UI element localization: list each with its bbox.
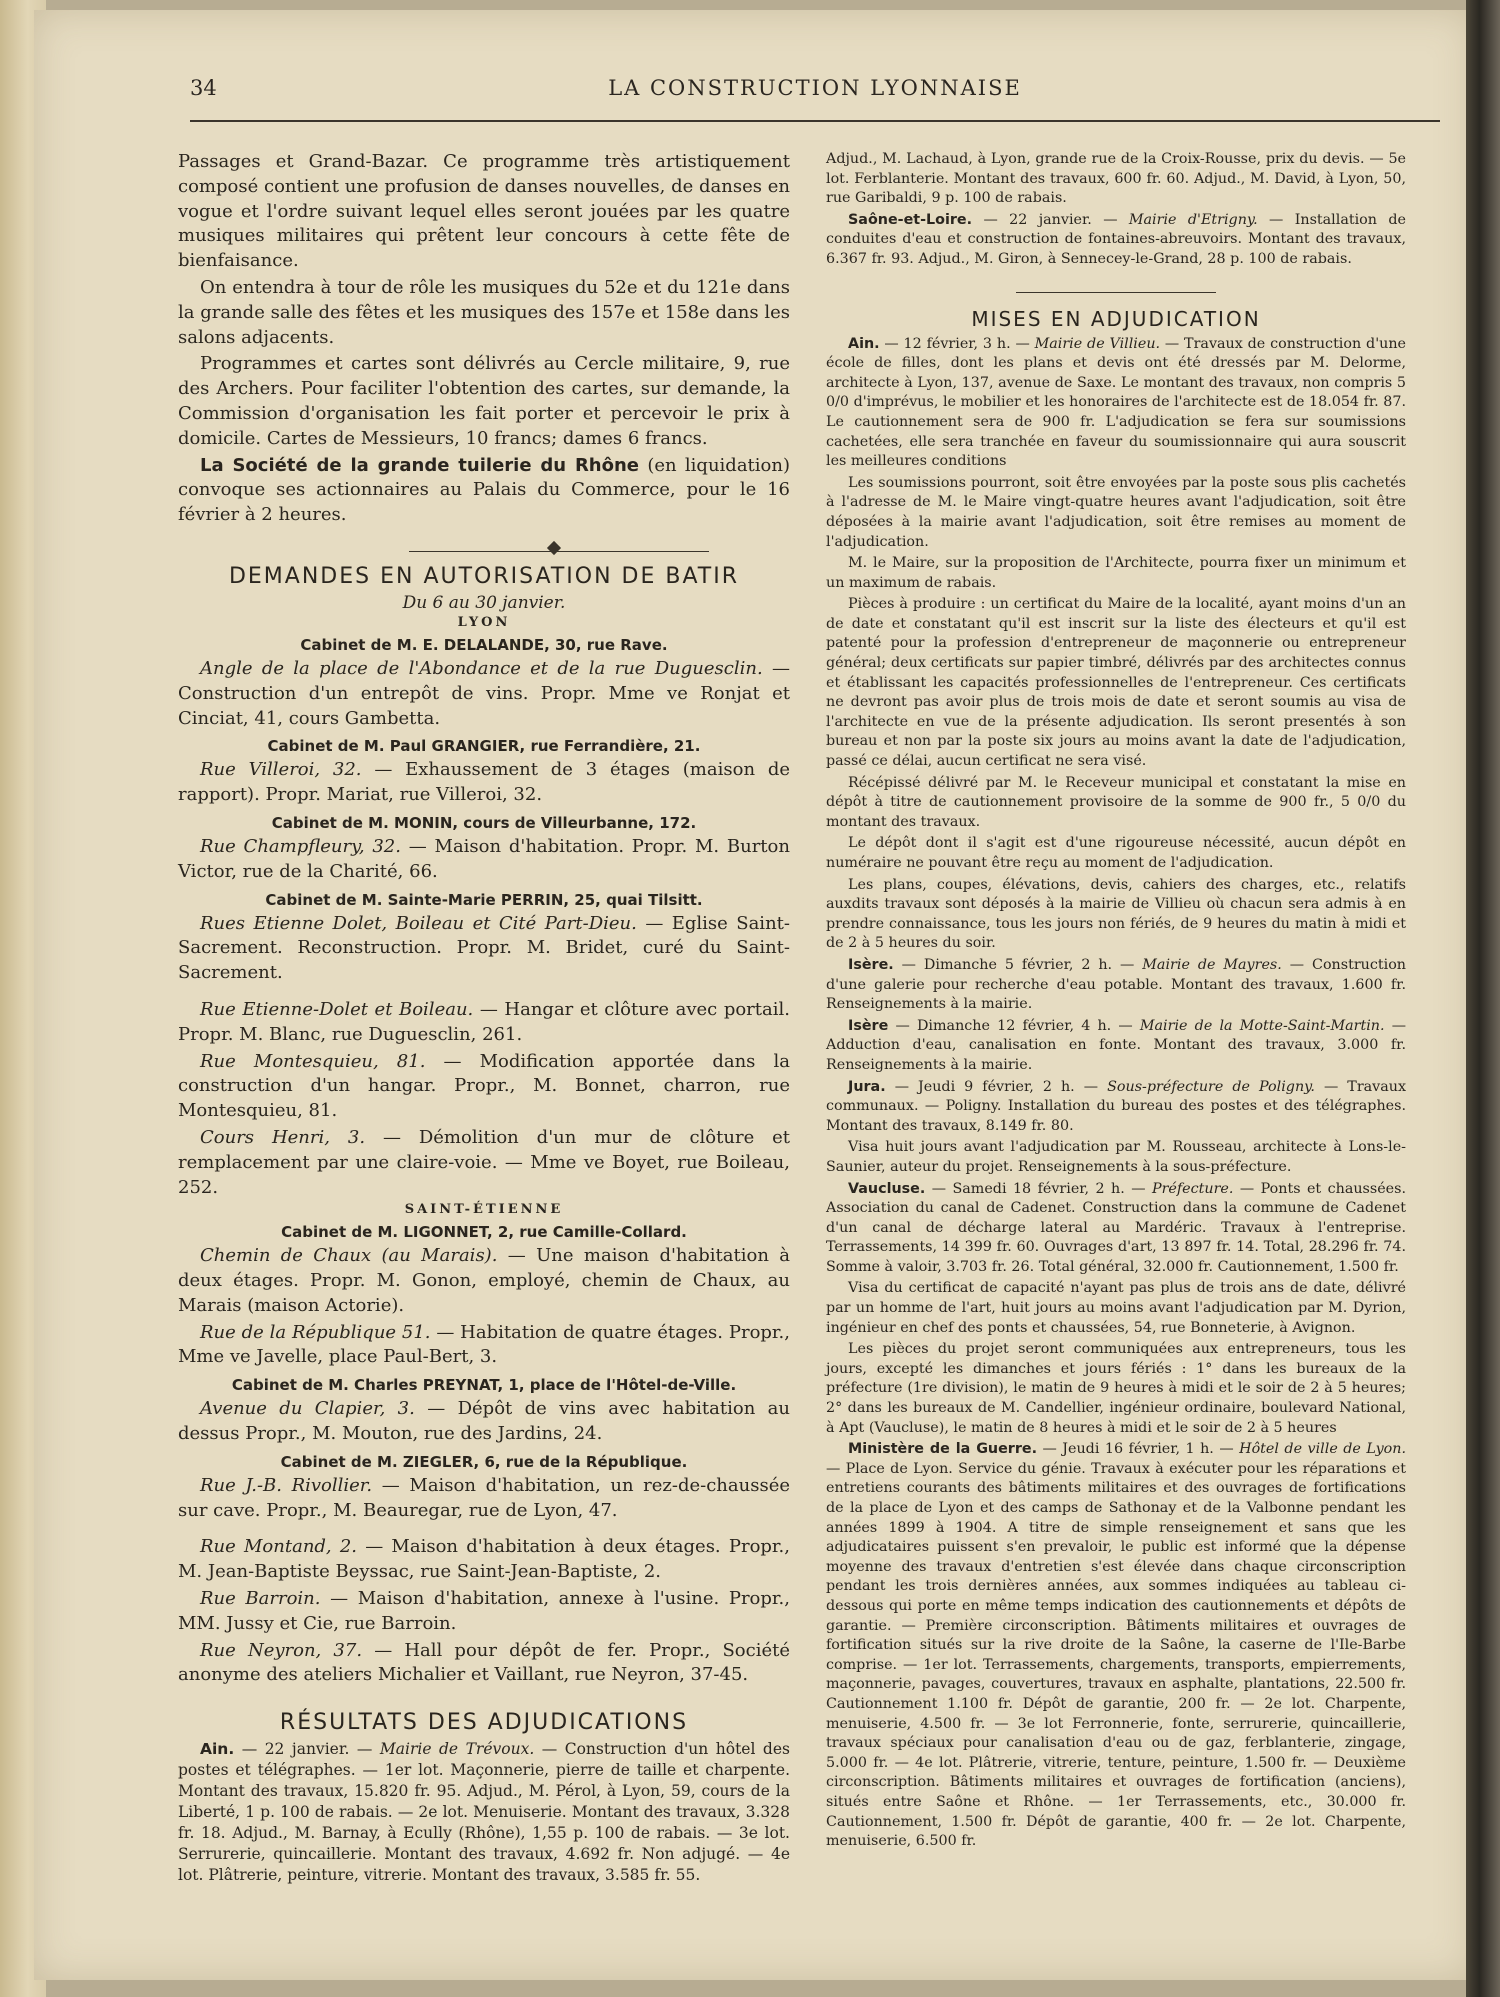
entry-text: — Modification apportée dans la construction d'un hangar. Propr., M. Bonnet, charron, rue Montesquieu, 81. [178,1050,790,1122]
entry-text: — Place de Lyon. Service du génie. Travaux à exécuter pour les réparations et entretiens courants des bâtiments militaires et des ouvrages de fortifications de la place de Lyon et des camps de Sathonay et de la Valbonne pendant les années 1899 à 1904. A titre de simple renseignement et sans que les adjudicataires puissent s'en prevaloir, le public est informé que la dépense moyenne des travaux d'entretien s'est élevée dans chaque circonscription pendant les trois dernières années, aux sommes indiquées au tableau ci-dessous qui porte en même temps indication des cautionnements et dépôts de garantie. — Première circonscription. Bâtiments militaires et ouvrages de fortification situés sur la rive droite de la Saône, la caserne de l'Ile-Barbe comprise. — 1er lot. Terrassements, chargements, transports, empierrements, maçonnerie, pavages, couvertures, travaux en asphalte, plantations, 22.500 fr. Cautionnement 1.100 fr. Dépôt de garantie, 200 fr. — 2e lot. Charpente, menuiserie, 4.500 fr. — 3e lot Ferronnerie, fonte, serrurerie, quincaillerie, travaux spéciaux pour canalisation d'eau ou de gaz, ferblanterie, zingage, 5.000 fr. — 4e lot. Plâtrerie, vitrerie, tenture, peinture, 1.500 fr. — Deuxième circonscription. Bâtiments militaires et ouvrages de fortification (anciens), situés entre Saône et Rhône. — 1er Terrassements, etc., 30.000 fr. Cautionnement, 1.500 fr. Dépôt de garantie, 400 fr. — 2e lot. Charpente, menuiserie, 6.500 fr. [826,1460,1406,1850]
right-column [826,150,1406,1854]
street-name: Rue de la République 51. [200,1321,431,1343]
street-name: Rue Montesquieu, 81. [200,1050,426,1072]
list-item [178,1739,790,1886]
cabinet-heading: Cabinet de M. LIGONNET, 2, rue Camille-Collard. [281,1223,687,1242]
entry-text: — Dimanche 5 février, 2 h. — [901,956,1135,973]
street-name: Chemin de Chaux (au Marais). [200,1245,498,1267]
entry-text: — 12 février, 3 h. — [884,335,1030,352]
street-name: Rue Neyron, 37. [200,1639,363,1661]
list-item [178,1321,790,1371]
region-name: Isère. [848,956,894,973]
entry-text: — Construction d'un hôtel des postes et télégraphes. — 1er lot. Maçonnerie, pierre de taille et charpente. Montant des travaux, 15.820 fr. 95. Adjud., M. Pérol, à Lyon, 59, cours de la Liberté, 1 p. 100 de rabais. — 2e lot. Menuiserie. Montant des travaux, 3.328 fr. 18. Adjud., M. Barnay, à Ecully (Rhône), 1,55 p. 100 de rabais. — 3e lot. Serrurerie, quincaillerie. Montant des travaux, 4.692 fr. Non adjugé. — 4e lot. Plâtrerie, peinture, vitrerie. Montant des travaux, 3.585 fr. 55. [178,1740,790,1885]
list-item [178,1126,790,1200]
section-title: DEMANDES EN AUTORISATION DE BATIR [228,563,740,589]
entry-text: — Maison d'habitation. Propr. M. Burton Victor, rue de la Charité, 66. [178,835,790,882]
paragraph: On entendra à tour de rôle les musiques du 52e et du 121e dans la grande salle des fêtes et les musiques des 157e et 158e dans les salons adjacents. [178,276,790,348]
page-number: 34 [190,76,217,100]
paragraph: Les soumissions pourront, soit être envoyées par la poste sous plis cachetés à l'adresse de M. le Maire vingt-quatre heures avant l'adjudication, soit être déposées à la mairie avant l'adjudication, soit être remises au moment de l'adjudication. [826,474,1406,550]
entry-text: — Travaux communaux. — Poligny. Installation du bureau des postes et des télégraphes. Montant des travaux, 8.149 fr. 80. [826,1078,1407,1134]
street-name: Cours Henri, 3. [200,1126,366,1148]
list-item [826,211,1406,270]
entry-text: — Eglise Saint-Sacrement. Reconstruction. Propr. M. Bridet, curé du Saint-Sacrement. [178,912,790,984]
list-item [178,835,790,885]
street-name: Rue Champfleury, 32. [200,835,401,857]
cabinet-heading: Cabinet de M. Sainte-Marie PERRIN, 25, quai Tilsitt. [265,890,703,909]
list-item [826,1180,1406,1278]
paragraph: Passages et Grand-Bazar. Ce programme très artistiquement composé contient une profusion de danses nouvelles, de danses en vogue et l'ordre suivant lequel elles seront jouées par les quatre musiques militaires qui prêtent leur concours à cette fête de bienfaisance. [178,151,790,272]
street-name: Rue Etienne-Dolet et Boileau. [200,998,474,1020]
cabinet-heading: Cabinet de M. E. DELALANDE, 30, rue Rave. [300,635,668,654]
header-rule [190,120,1440,122]
city-heading: SAINT-ÉTIENNE [404,1202,564,1218]
list-item [178,1474,790,1524]
entry-text: — Samedi 18 février, 2 h. — [931,1180,1146,1197]
list-item [826,956,1406,1015]
entry-text: — Exhaussement de 3 étages (maison de rapport). Propr. Mariat, rue Villeroi, 32. [178,759,790,806]
paragraph: Pièces à produire : un certificat du Maire de la localité, ayant moins d'un an de date et constatant qu'il est inscrit sur la liste des électeurs et qu'il est patenté pour la profession d'entrepreneur de maçonnerie ou entrepreneur général; deux certificats sur papier timbré, délivrés par des architectes connus et établissant les capacités professionnelles de l'entrepreneur. Ces certificats ne devront pas avoir plus de trois mois de date et seront soumis au visa de l'architecte en vue de la présente adjudication. Ils seront presentés à son bureau et non par la poste six jours au moins avant la date de l'adjudication, passé ce délai, aucun certificat ne sera visé. [826,596,1406,770]
mairie-name: Mairie de la Motte-Saint-Martin. [1139,1017,1385,1034]
region-name: Saône-et-Loire. [848,211,973,228]
binding-edge-right [1466,0,1500,1997]
region-name: Vaucluse. [848,1180,926,1197]
entry-text: — Adduction d'eau, canalisation en fonte. Montant des travaux, 3.000 fr. Renseignements à la mairie. [826,1017,1407,1073]
entry-text: — Jeudi 16 février, 1 h. — [1042,1441,1234,1458]
entry-text: — 22 janvier. — [983,211,1118,228]
paragraph: Récépissé délivré par M. le Receveur municipal et constatant la mise en dépôt à titre de cautionnement provisoire de la somme de 900 fr., 5 0/0 du montant des travaux. [826,774,1406,830]
entry-text: — Installation de conduites d'eau et construction de fontaines-abreuvoirs. Montant des travaux, 6.367 fr. 93. Adjud., M. Giron, à Sennecey-le-Grand, 28 p. 100 de rabais. [826,211,1406,267]
mairie-name: Sous-préfecture de Poligny. [1107,1078,1315,1095]
list-item [178,1244,790,1318]
region-name: Ministère de la Guerre. [848,1441,1038,1458]
mairie-name: Préfecture. [1151,1180,1234,1197]
region-name: Jura. [848,1078,886,1095]
entry-text: — Maison d'habitation, annexe à l'usine. Propr., MM. Jussy et Cie, rue Barroin. [178,1588,790,1634]
ornament-divider [178,540,790,554]
entry-text: — Une maison d'habitation à deux étages. Propr. M. Gonon, employé, chemin de Chaux, au Marais (maison Actorie). [178,1245,790,1316]
left-column [178,150,790,1888]
entry-text: — Dépôt de vins avec habitation au dessus Propr., M. Mouton, rue des Jardins, 24. [178,1398,790,1445]
list-item [178,1639,790,1689]
paragraph: Le dépôt dont il s'agit est d'une rigoureuse nécessité, aucun dépôt en numéraire ne pouvant être reçu au moment de l'adjudication. [826,835,1406,871]
mairie-name: Hôtel de ville de Lyon. [1239,1441,1407,1458]
paragraph: Adjud., M. Lachaud, à Lyon, grande rue de la Croix-Rousse, prix du devis. — 5e lot. Ferblanterie. Montant des travaux, 600 fr. 60. Adjud., M. David, à Lyon, 50, rue Garibaldi, 9 p. 100 de rabais. [826,151,1406,207]
region-name: Isère [848,1017,889,1034]
entry-text: — Travaux de construction d'une école de filles, dont les plans et devis ont été dressés par M. Delorme, architecte à Lyon, 137, avenue de Saxe. Le montant des travaux, non compris 5 0/0 d'imprévus, le mobilier et les honoraires de l'architecte est de 18.054 fr. 87. Le cautionnement sera de 900 fr. L'adjudication se fera sur soumissions cachetées, elle sera tranchée en faveur du soumissionnaire qui aura souscrit les meilleures conditions [826,335,1406,470]
list-item [178,998,790,1048]
entry-text: — Dimanche 12 février, 4 h. — [895,1017,1133,1034]
entry-text: — Construction d'une galerie pour recherche d'eau potable. Montant des travaux, 1.600 fr. Renseignements à la mairie. [826,956,1407,1013]
entry-text: — Démolition d'un mur de clôture et remplacement par une claire-voie. — Mme ve Boyet, rue Boileau, 252. [178,1126,790,1198]
list-item [178,1587,790,1637]
paragraph: Programmes et cartes sont délivrés au Cercle militaire, 9, rue des Archers. Pour faciliter l'obtention des cartes, sur demande, la Commission d'organisation les fait porter et percevoir le prix à domicile. Cartes de Messieurs, 10 francs; dames 6 francs. [178,353,790,449]
entry-text: — Jeudi 9 février, 2 h. — [894,1078,1099,1095]
section-subtitle: Du 6 au 30 janvier. [402,592,566,613]
street-name: Rue Villeroi, 32. [200,759,362,781]
cabinet-heading: Cabinet de M. MONIN, cours de Villeurbanne, 172. [271,813,697,832]
running-title: LA CONSTRUCTION LYONNAISE [608,76,1022,100]
section-title: MISES EN ADJUDICATION [971,306,1261,331]
region-name: Ain. [200,1740,235,1759]
paragraph: Visa huit jours avant l'adjudication par M. Rousseau, architecte à Lons-le-Saunier, auteur du projet. Renseignements à la sous-préfecture. [826,1139,1406,1175]
list-item [826,335,1406,472]
entry-text: — Hall pour dépôt de fer. Propr., Société anonyme des ateliers Michalier et Vaillant, rue Neyron, 37-45. [178,1639,790,1686]
paragraph [178,454,790,528]
paragraph: Visa du certificat de capacité n'ayant pas plus de trois ans de date, délivré par un homme de l'art, huit jours au moins avant l'adjudication par M. Dyrion, ingénieur en chef des ponts et chaussées, 54, rue Bonneterie, à Avignon. [826,1280,1406,1336]
street-name: Rue J.-B. Rivollier. [200,1474,373,1496]
entry-text: — Maison d'habitation, un rez-de-chaussée sur cave. Propr., M. Beauregar, rue de Lyon, 47. [178,1474,790,1521]
list-item [826,1440,1406,1851]
street-name: Angle de la place de l'Abondance et de la rue Duguesclin. [200,657,763,679]
entry-text: — Hangar et clôture avec portail. Propr. M. Blanc, rue Duguesclin, 261. [178,998,790,1045]
list-item [178,758,790,808]
cabinet-heading: Cabinet de M. Charles PREYNAT, 1, place de l'Hôtel-de-Ville. [231,1376,737,1395]
cabinet-heading: Cabinet de M. ZIEGLER, 6, rue de la République. [280,1452,688,1471]
list-item [178,1535,790,1585]
divider [826,278,1406,297]
paragraph: Les plans, coupes, élévations, devis, cahiers des charges, etc., relatifs auxdits travaux sont déposés à la mairie de Villieu où chacun sera admis à en prendre connaissance, tous les jours non fériés, de 9 heures du matin à midi et de 2 à 5 heures du soir. [826,876,1406,952]
entry-text: — Habitation de quatre étages. Propr., Mme ve Javelle, place Paul-Bert, 3. [178,1321,790,1368]
mairie-name: Mairie de Trévoux. [379,1740,535,1759]
city-heading: LYON [457,614,511,630]
cabinet-heading: Cabinet de M. Paul GRANGIER, rue Ferrandière, 21. [267,737,701,756]
entry-text: — Ponts et chaussées. Association du canal de Cadenet. Construction dans la commune de Cadenet d'un canal de décharge lateral au Mardéric. Travaux à l'entreprise. Terrassements, 14 399 fr. 60. Ouvrages d'art, 13 897 fr. 14. Total, 28.296 fr. 74. Somme à valoir, 3.703 fr. 26. Total général, 32.000 fr. Cautionnement, 1.500 fr. [826,1180,1407,1275]
street-name: Rue Montand, 2. [200,1536,358,1558]
mairie-name: Mairie de Mayres. [1142,956,1282,973]
list-item [178,657,790,731]
paragraph: Les pièces du projet seront communiquées aux entrepreneurs, tous les jours, excepté les dimanches et jours fériés : 1° dans les bureaux de la préfecture (1re division), le matin de 9 heures à midi et le soir de 2 à 5 heures; 2° dans les bureaux de M. Candellier, ingénieur ordinaire, boulevard National, à Apt (Vaucluse), le matin de 8 heures à midi et le soir de 2 à 5 heures [826,1341,1406,1436]
entry-text: — Maison d'habitation à deux étages. Propr., M. Jean-Baptiste Beyssac, rue Saint-Jean-Baptiste, 2. [178,1536,790,1583]
street-name: Rue Barroin. [200,1588,321,1610]
mairie-name: Mairie d'Etrigny. [1128,211,1258,228]
list-item [178,1397,790,1447]
region-name: Ain. [848,335,880,352]
section-title: RÉSULTATS DES ADJUDICATIONS [279,1710,689,1736]
entry-text: — Construction d'un entrepôt de vins. Propr. Mme ve Ronjat et Cinciat, 41, cours Gambetta. [178,657,790,729]
list-item [826,1078,1406,1137]
mairie-name: Mairie de Villieu. [1034,335,1161,352]
paragraph-text: (en liquidation) convoque ses actionnaires au Palais du Commerce, pour le 16 février à 2 heures. [178,454,790,526]
street-name: Rues Etienne Dolet, Boileau et Cité Part-Dieu. [200,912,637,934]
entry-text: — 22 janvier. — [241,1740,373,1759]
list-item [826,1017,1406,1076]
page-header [190,74,1440,108]
list-item [178,912,790,986]
list-item [178,1050,790,1124]
street-name: Avenue du Clapier, 3. [200,1398,415,1420]
paragraph: M. le Maire, sur la proposition de l'Architecte, pourra fixer un minimum et un maximum de rabais. [826,555,1406,591]
society-name: La Société de la grande tuilerie du Rhône [200,454,640,476]
